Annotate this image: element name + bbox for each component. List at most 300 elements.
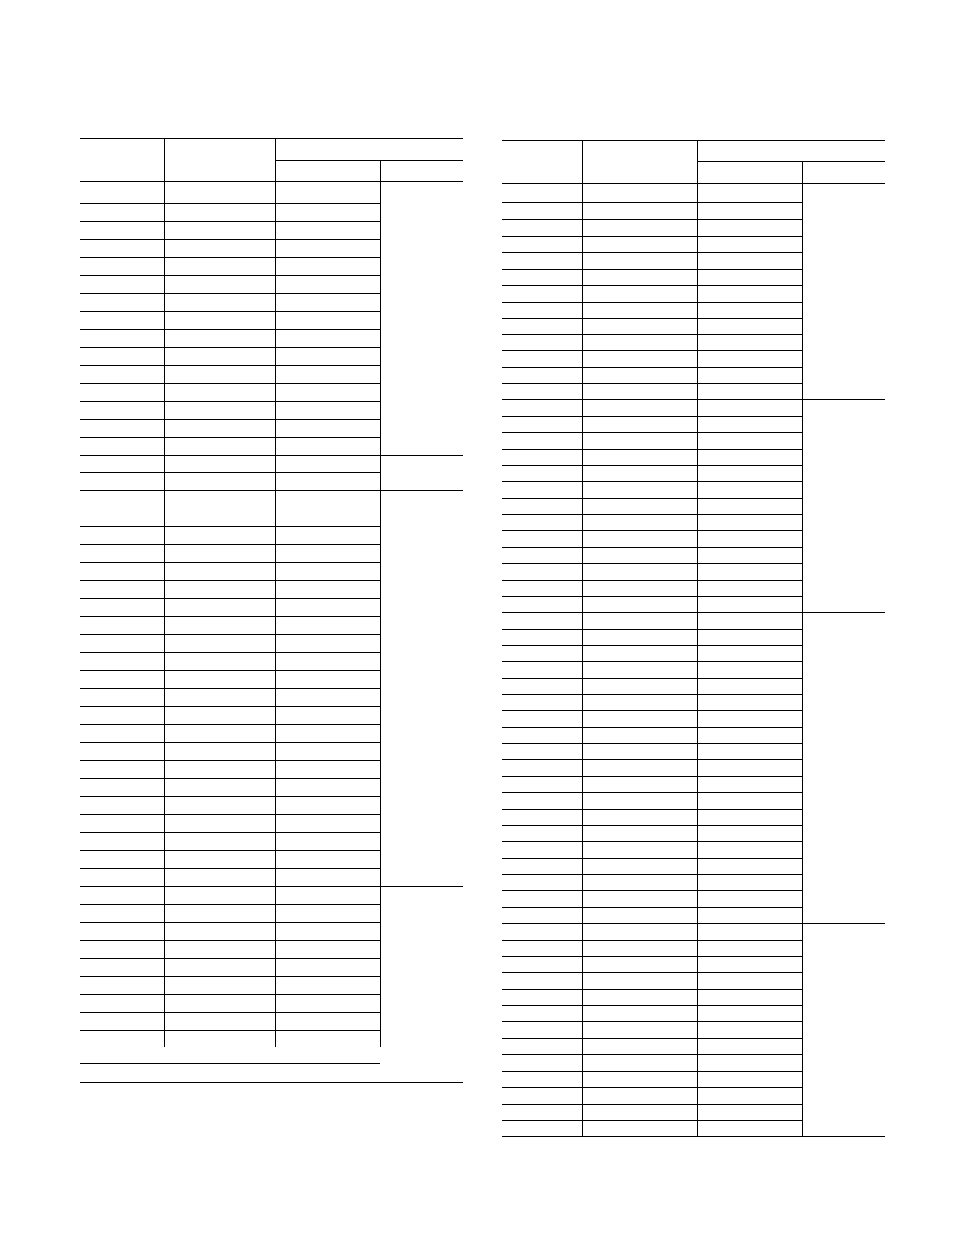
column-divider: [582, 481, 583, 498]
column-divider: [275, 850, 276, 868]
column-divider: [697, 1087, 698, 1104]
column-divider: [582, 252, 583, 269]
column-divider: [275, 383, 276, 401]
column-divider: [164, 221, 165, 239]
table-row-rule: [502, 923, 802, 924]
column-divider: [275, 239, 276, 257]
table-row-rule: [80, 796, 380, 797]
column-divider: [275, 419, 276, 437]
column-divider: [697, 792, 698, 809]
column-divider: [380, 472, 381, 490]
table-row-rule: [502, 890, 802, 891]
column-divider: [697, 1071, 698, 1087]
column-divider: [697, 858, 698, 874]
table-row-rule: [502, 825, 802, 826]
table-row-rule: [502, 432, 802, 433]
column-divider: [802, 661, 803, 678]
column-divider: [802, 236, 803, 252]
column-divider: [164, 760, 165, 778]
table-row-rule: [502, 727, 802, 728]
column-divider: [697, 612, 698, 629]
column-divider: [275, 814, 276, 832]
column-divider: [582, 1087, 583, 1104]
table-row-rule: [502, 219, 802, 220]
column-divider: [697, 481, 698, 498]
column-divider: [582, 498, 583, 514]
column-divider: [275, 832, 276, 850]
column-divider: [697, 678, 698, 694]
table-row-rule: [502, 940, 802, 941]
column-divider: [582, 530, 583, 547]
table-row-rule: [80, 616, 380, 617]
column-divider: [582, 1021, 583, 1038]
column-divider: [275, 904, 276, 922]
table-row-rule: [80, 347, 380, 348]
column-divider: [697, 1104, 698, 1120]
column-divider: [275, 472, 276, 490]
column-divider: [164, 455, 165, 472]
group-rule: [380, 455, 463, 456]
column-divider: [380, 293, 381, 311]
column-divider: [380, 1012, 381, 1030]
table-row-rule: [502, 202, 802, 203]
column-divider: [802, 183, 803, 202]
column-divider: [380, 490, 381, 526]
column-divider: [802, 858, 803, 874]
table-row-rule: [80, 311, 380, 312]
table-row-rule: [502, 449, 802, 450]
column-divider: [582, 596, 583, 612]
column-divider: [164, 580, 165, 598]
column-divider: [697, 383, 698, 399]
column-divider: [697, 547, 698, 563]
table-row-rule: [80, 239, 380, 240]
column-divider: [164, 419, 165, 437]
column-divider: [697, 236, 698, 252]
table-row-rule: [80, 419, 380, 420]
group-rule: [802, 612, 885, 613]
column-divider: [802, 1071, 803, 1087]
table-row-rule: [80, 994, 380, 995]
column-divider: [582, 874, 583, 890]
column-divider: [582, 399, 583, 416]
column-divider: [380, 1030, 381, 1047]
column-divider: [802, 989, 803, 1005]
column-divider: [697, 661, 698, 678]
table-row-rule: [502, 399, 802, 400]
column-divider: [380, 329, 381, 347]
column-divider: [802, 694, 803, 710]
table-row-rule: [80, 706, 380, 707]
table-row-rule: [502, 530, 802, 531]
column-divider: [275, 365, 276, 383]
column-divider: [164, 401, 165, 419]
table-row-rule: [502, 285, 802, 286]
column-divider: [582, 383, 583, 399]
header-divider: [164, 138, 165, 181]
column-divider: [275, 778, 276, 796]
column-divider: [582, 302, 583, 318]
column-divider: [164, 670, 165, 688]
table-row-rule: [80, 850, 380, 851]
column-divider: [275, 347, 276, 365]
column-divider: [275, 706, 276, 724]
table-row-rule: [80, 293, 380, 294]
column-divider: [802, 219, 803, 236]
table-row-rule: [502, 547, 802, 548]
table-row-rule: [80, 329, 380, 330]
column-divider: [802, 563, 803, 580]
header-divider: [380, 160, 381, 181]
column-divider: [582, 956, 583, 972]
table-row-rule: [502, 661, 802, 662]
column-divider: [380, 598, 381, 616]
header-divider: [582, 140, 583, 183]
table-row-rule: [80, 383, 380, 384]
column-divider: [275, 796, 276, 814]
column-divider: [380, 742, 381, 760]
column-divider: [697, 269, 698, 285]
column-divider: [380, 181, 381, 203]
column-divider: [164, 742, 165, 760]
column-divider: [275, 401, 276, 419]
column-divider: [275, 634, 276, 652]
column-divider: [164, 562, 165, 580]
table-row-rule: [502, 498, 802, 499]
column-divider: [275, 293, 276, 311]
table-row-rule: [502, 743, 802, 744]
column-divider: [582, 727, 583, 743]
table-row-rule: [502, 694, 802, 695]
column-divider: [275, 868, 276, 886]
column-divider: [582, 1104, 583, 1120]
table-row-rule: [502, 350, 802, 351]
column-divider: [582, 202, 583, 219]
column-divider: [380, 706, 381, 724]
column-divider: [802, 530, 803, 547]
column-divider: [582, 416, 583, 432]
column-divider: [275, 688, 276, 706]
column-divider: [164, 347, 165, 365]
column-divider: [582, 219, 583, 236]
table-row-rule: [80, 724, 380, 725]
column-divider: [275, 976, 276, 994]
column-divider: [582, 694, 583, 710]
column-divider: [164, 796, 165, 814]
table-row-rule: [80, 221, 380, 222]
column-divider: [802, 1005, 803, 1021]
column-divider: [802, 416, 803, 432]
column-divider: [164, 329, 165, 347]
table-row-rule: [80, 490, 380, 491]
column-divider: [697, 759, 698, 776]
column-divider: [697, 629, 698, 645]
table-row-rule: [502, 612, 802, 613]
table-top-rule: [80, 138, 463, 139]
column-divider: [582, 334, 583, 350]
table-row-rule: [502, 858, 802, 859]
column-divider: [697, 449, 698, 465]
group-rule: [380, 490, 463, 491]
table-row-rule: [80, 688, 380, 689]
table-row-rule: [80, 868, 380, 869]
header-group-rule: [275, 160, 463, 161]
column-divider: [582, 710, 583, 727]
table-row-rule: [502, 1120, 802, 1121]
column-divider: [697, 1021, 698, 1038]
column-divider: [164, 850, 165, 868]
column-divider: [802, 923, 803, 940]
table-row-rule: [502, 776, 802, 777]
column-divider: [275, 958, 276, 976]
column-divider: [380, 868, 381, 886]
column-divider: [380, 976, 381, 994]
column-divider: [802, 202, 803, 219]
column-divider: [802, 629, 803, 645]
header-divider: [802, 161, 803, 183]
table-row-rule: [502, 416, 802, 417]
table-bottom-rule: [80, 1082, 463, 1083]
column-divider: [697, 350, 698, 367]
table-row-rule: [502, 629, 802, 630]
column-divider: [802, 449, 803, 465]
column-divider: [582, 661, 583, 678]
column-divider: [697, 596, 698, 612]
table-row-rule: [80, 562, 380, 563]
column-divider: [802, 710, 803, 727]
table-row-rule: [80, 203, 380, 204]
table-row-rule: [502, 383, 802, 384]
column-divider: [697, 530, 698, 547]
column-divider: [275, 490, 276, 526]
column-divider: [275, 455, 276, 472]
column-divider: [380, 616, 381, 634]
table-row-rule: [80, 544, 380, 545]
column-divider: [802, 972, 803, 989]
table-row-rule: [502, 236, 802, 237]
column-divider: [582, 907, 583, 923]
table-row-rule: [80, 958, 380, 959]
column-divider: [380, 203, 381, 221]
column-divider: [582, 465, 583, 481]
table-row-rule: [80, 365, 380, 366]
column-divider: [164, 275, 165, 293]
column-divider: [275, 724, 276, 742]
column-divider: [275, 221, 276, 239]
column-divider: [802, 318, 803, 334]
table-row-rule: [502, 318, 802, 319]
table-row-rule: [502, 367, 802, 368]
table-row-rule: [502, 596, 802, 597]
column-divider: [802, 1054, 803, 1071]
table-row-rule: [80, 526, 380, 527]
column-divider: [802, 596, 803, 612]
table-row-rule: [502, 252, 802, 253]
column-divider: [164, 203, 165, 221]
column-divider: [697, 202, 698, 219]
table-row-rule: [502, 302, 802, 303]
column-divider: [697, 874, 698, 890]
column-divider: [582, 563, 583, 580]
column-divider: [380, 347, 381, 365]
column-divider: [582, 890, 583, 907]
column-divider: [380, 239, 381, 257]
column-divider: [164, 976, 165, 994]
table-row-rule: [502, 710, 802, 711]
column-divider: [380, 904, 381, 922]
table-row-rule: [80, 760, 380, 761]
column-divider: [164, 1030, 165, 1047]
column-divider: [164, 311, 165, 329]
column-divider: [802, 1120, 803, 1136]
table-row-rule: [80, 976, 380, 977]
column-divider: [697, 1038, 698, 1054]
column-divider: [697, 465, 698, 481]
column-divider: [582, 743, 583, 759]
table-row-rule: [502, 1021, 802, 1022]
table-row-rule: [80, 652, 380, 653]
column-divider: [697, 972, 698, 989]
table-row-rule: [80, 886, 380, 887]
column-divider: [582, 580, 583, 596]
column-divider: [697, 890, 698, 907]
column-divider: [697, 285, 698, 302]
column-divider: [275, 437, 276, 455]
column-divider: [582, 989, 583, 1005]
table-row-rule: [80, 832, 380, 833]
column-divider: [802, 580, 803, 596]
column-divider: [380, 526, 381, 544]
column-divider: [582, 629, 583, 645]
column-divider: [697, 841, 698, 858]
column-divider: [582, 1054, 583, 1071]
column-divider: [275, 670, 276, 688]
column-divider: [380, 419, 381, 437]
column-divider: [582, 1038, 583, 1054]
column-divider: [380, 401, 381, 419]
column-divider: [275, 203, 276, 221]
column-divider: [164, 634, 165, 652]
table-row-rule: [80, 778, 380, 779]
column-divider: [582, 318, 583, 334]
table-row-rule: [502, 645, 802, 646]
column-divider: [802, 1087, 803, 1104]
table-row-rule: [80, 1012, 380, 1013]
column-divider: [380, 886, 381, 904]
column-divider: [164, 472, 165, 490]
column-divider: [802, 481, 803, 498]
table-row-rule: [502, 1005, 802, 1006]
column-divider: [802, 890, 803, 907]
column-divider: [380, 760, 381, 778]
column-divider: [802, 1038, 803, 1054]
column-divider: [802, 252, 803, 269]
column-divider: [275, 329, 276, 347]
table-row-rule: [80, 1063, 380, 1064]
table-row-rule: [502, 514, 802, 515]
column-divider: [697, 367, 698, 383]
column-divider: [802, 956, 803, 972]
column-divider: [582, 792, 583, 809]
column-divider: [275, 760, 276, 778]
column-divider: [697, 563, 698, 580]
group-rule: [802, 399, 885, 400]
column-divider: [802, 792, 803, 809]
column-divider: [164, 181, 165, 203]
table-row-rule: [502, 465, 802, 466]
column-divider: [697, 825, 698, 841]
table-row-rule: [80, 922, 380, 923]
column-divider: [582, 269, 583, 285]
column-divider: [582, 972, 583, 989]
header-bottom-rule: [502, 183, 885, 184]
column-divider: [380, 580, 381, 598]
table-row-rule: [502, 989, 802, 990]
column-divider: [802, 465, 803, 481]
column-divider: [164, 239, 165, 257]
table-row-rule: [80, 670, 380, 671]
table-row-rule: [80, 455, 380, 456]
column-divider: [380, 275, 381, 293]
table-row-rule: [502, 792, 802, 793]
column-divider: [380, 221, 381, 239]
column-divider: [582, 858, 583, 874]
column-divider: [164, 868, 165, 886]
column-divider: [802, 612, 803, 629]
column-divider: [802, 809, 803, 825]
column-divider: [275, 994, 276, 1012]
column-divider: [164, 832, 165, 850]
column-divider: [275, 181, 276, 203]
column-divider: [582, 645, 583, 661]
column-divider: [582, 183, 583, 202]
header-divider: [275, 138, 276, 181]
column-divider: [164, 814, 165, 832]
table-row-rule: [80, 580, 380, 581]
column-divider: [802, 743, 803, 759]
column-divider: [275, 311, 276, 329]
table-row-rule: [502, 1071, 802, 1072]
table-row-rule: [80, 257, 380, 258]
column-divider: [380, 688, 381, 706]
column-divider: [802, 498, 803, 514]
column-divider: [275, 526, 276, 544]
column-divider: [802, 1104, 803, 1120]
column-divider: [582, 285, 583, 302]
column-divider: [380, 940, 381, 958]
column-divider: [275, 1012, 276, 1030]
header-group-rule: [697, 161, 885, 162]
column-divider: [380, 257, 381, 275]
column-divider: [582, 367, 583, 383]
column-divider: [164, 257, 165, 275]
column-divider: [164, 706, 165, 724]
column-divider: [802, 285, 803, 302]
column-divider: [582, 923, 583, 940]
column-divider: [802, 383, 803, 399]
column-divider: [697, 580, 698, 596]
column-divider: [380, 652, 381, 670]
table-row-rule: [502, 481, 802, 482]
column-divider: [164, 490, 165, 526]
column-divider: [164, 293, 165, 311]
column-divider: [275, 580, 276, 598]
table-row-rule: [80, 598, 380, 599]
column-divider: [275, 275, 276, 293]
column-divider: [697, 432, 698, 449]
column-divider: [802, 269, 803, 285]
column-divider: [164, 688, 165, 706]
